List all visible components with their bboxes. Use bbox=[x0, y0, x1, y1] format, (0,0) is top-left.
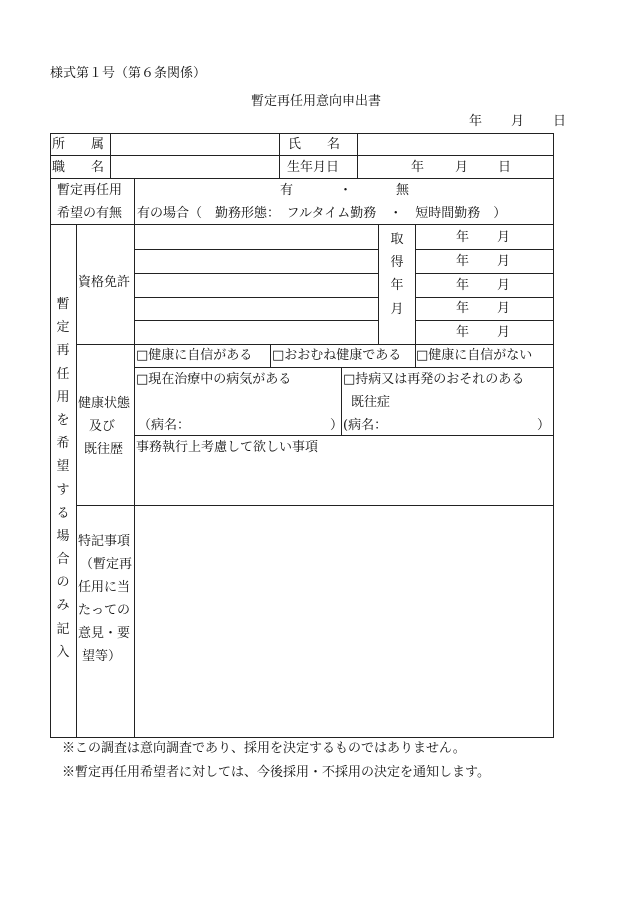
license-month: 月 bbox=[497, 301, 511, 316]
special-label-1: 特記事項 bbox=[78, 534, 131, 549]
side-char: を bbox=[56, 412, 70, 428]
date-day: 日 bbox=[553, 114, 567, 129]
health-good-checkbox[interactable]: □健康に自信がある bbox=[136, 348, 253, 363]
date-month: 月 bbox=[511, 114, 525, 129]
position-field[interactable] bbox=[111, 156, 278, 177]
side-char: 記 bbox=[56, 621, 70, 637]
label-hope-2: 希望の有無 bbox=[57, 206, 123, 221]
date-year: 年 bbox=[469, 114, 483, 129]
license-year: 年 bbox=[456, 230, 470, 245]
label-affiliation: 所 属 bbox=[52, 137, 105, 152]
special-label-2: （暫定再 bbox=[80, 557, 133, 572]
form-number: 様式第１号（第６条関係） bbox=[50, 66, 207, 81]
side-char: 望 bbox=[56, 459, 70, 475]
license-month: 月 bbox=[497, 278, 511, 293]
acquired-date-label bbox=[389, 233, 405, 326]
special-label-3: 任用に当 bbox=[78, 580, 131, 595]
disease-name-right[interactable]: (病名： bbox=[343, 418, 388, 433]
side-char: 合 bbox=[56, 552, 70, 568]
footnote-1: ※この調査は意向調査であり、採用を決定するものではありません。 bbox=[62, 741, 466, 756]
birth-month: 月 bbox=[455, 160, 469, 175]
license-field[interactable] bbox=[135, 250, 377, 272]
hope-separator: ・ bbox=[339, 183, 353, 198]
side-label-vertical bbox=[55, 298, 71, 669]
consideration-field[interactable] bbox=[135, 458, 552, 504]
disease-name-left[interactable]: （病名： bbox=[138, 418, 191, 433]
label-name: 氏 名 bbox=[288, 137, 341, 152]
license-month: 月 bbox=[497, 325, 511, 340]
footnote-2: ※暫定再任用希望者に対しては、今後採用・不採用の決定を通知します。 bbox=[62, 765, 490, 780]
hope-no-option[interactable]: 無 bbox=[396, 183, 410, 198]
acquired-char: 取 bbox=[390, 232, 404, 247]
special-label-5: 意見・要 bbox=[78, 626, 131, 641]
label-birthdate: 生年月日 bbox=[287, 160, 340, 175]
side-char: す bbox=[56, 482, 70, 498]
label-license: 資格免許 bbox=[78, 275, 131, 290]
license-year: 年 bbox=[456, 278, 470, 293]
chronic-illness-checkbox[interactable]: □持病又は再発のおそれのある bbox=[343, 372, 525, 387]
special-label-4: たっての bbox=[78, 603, 131, 618]
disease-paren-left: ） bbox=[330, 418, 344, 433]
side-char: 暫 bbox=[56, 297, 70, 312]
side-char: 希 bbox=[56, 436, 70, 452]
affiliation-field[interactable] bbox=[111, 134, 278, 155]
side-char: る bbox=[56, 505, 70, 521]
name-field[interactable] bbox=[358, 134, 552, 155]
hope-yes-option[interactable]: 有 bbox=[280, 183, 294, 198]
side-char: 再 bbox=[56, 343, 70, 359]
birth-year: 年 bbox=[411, 160, 425, 175]
license-field[interactable] bbox=[135, 321, 377, 343]
license-field[interactable] bbox=[135, 298, 377, 319]
license-month: 月 bbox=[497, 230, 511, 245]
license-year: 年 bbox=[456, 325, 470, 340]
acquired-char: 月 bbox=[390, 301, 404, 317]
license-month: 月 bbox=[497, 254, 511, 269]
health-mostly-good-checkbox[interactable]: □おおむね健康である bbox=[272, 348, 402, 363]
acquired-char: 年 bbox=[390, 278, 404, 294]
birth-day: 日 bbox=[498, 160, 512, 175]
chronic-illness-label: 既往症 bbox=[351, 395, 391, 410]
work-style-line[interactable]: 有の場合（ 勤務形態： フルタイム勤務 ・ 短時間勤務 ） bbox=[137, 206, 507, 221]
label-health-3: 既往歴 bbox=[84, 442, 124, 457]
special-notes-field[interactable] bbox=[135, 506, 552, 736]
consideration-label: 事務執行上考慮して欲しい事項 bbox=[136, 440, 319, 455]
document-title: 暫定再任用意向申出書 bbox=[251, 94, 382, 109]
label-health-2: 及び bbox=[89, 419, 116, 434]
side-char: 場 bbox=[56, 528, 70, 544]
side-char: 定 bbox=[56, 320, 70, 336]
label-health-1: 健康状態 bbox=[78, 396, 131, 411]
label-hope-1: 暫定再任用 bbox=[57, 183, 123, 198]
side-char: 用 bbox=[56, 389, 70, 405]
disease-paren-right: ） bbox=[537, 418, 551, 433]
health-not-confident-checkbox[interactable]: □健康に自信がない bbox=[416, 348, 533, 363]
side-char: み bbox=[56, 598, 70, 614]
license-year: 年 bbox=[456, 254, 470, 269]
license-field[interactable] bbox=[135, 274, 377, 296]
under-treatment-checkbox[interactable]: □現在治療中の病気がある bbox=[136, 372, 292, 387]
label-position: 職 名 bbox=[52, 160, 105, 175]
special-label-6: 望等） bbox=[82, 649, 122, 664]
license-field[interactable] bbox=[135, 225, 377, 248]
license-year: 年 bbox=[456, 301, 470, 316]
side-char: の bbox=[56, 575, 70, 591]
side-char: 任 bbox=[56, 366, 70, 382]
acquired-char: 得 bbox=[390, 255, 404, 271]
side-char: 入 bbox=[56, 644, 70, 660]
